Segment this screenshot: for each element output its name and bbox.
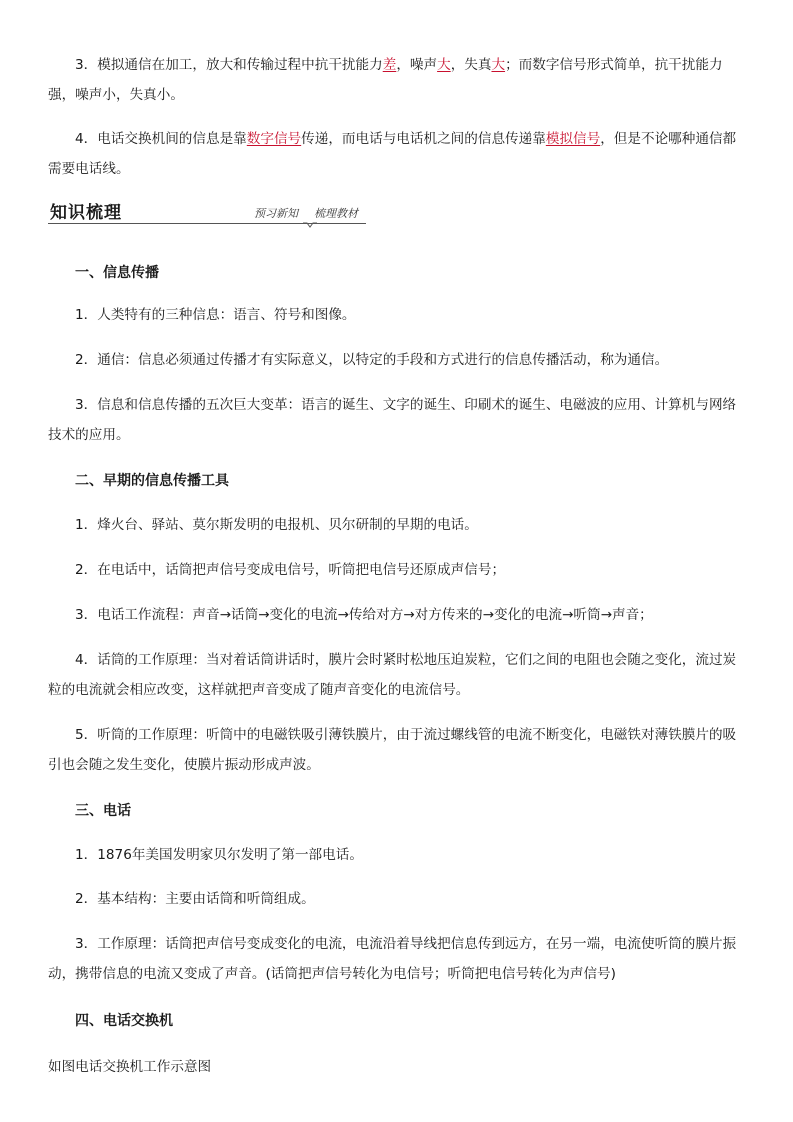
figure-caption: 如图电话交换机工作示意图 — [48, 1059, 212, 1075]
list-item: 2．通信：信息必须通过传播才有实际意义，以特定的手段和方式进行的信息传播活动，称为通信。 — [75, 352, 669, 368]
banner-subtitle-review: 梳理教材 — [314, 207, 358, 220]
list-item: 2．在电话中，话筒把声信号变成电信号，听筒把电信号还原成声信号； — [75, 562, 506, 578]
answer-blank: 数字信号 — [246, 131, 302, 147]
section-heading: 三、电话 — [75, 803, 131, 819]
list-item: 2．基本结构：主要由话筒和听筒组成。 — [75, 891, 315, 907]
list-item: 1．1876年美国发明家贝尔发明了第一部电话。 — [75, 847, 363, 863]
answer-blank: 差 — [382, 57, 397, 73]
section-heading: 一、信息传播 — [75, 265, 159, 281]
list-item: 1．烽火台、驿站、莫尔斯发明的电报机、贝尔研制的早期的电话。 — [75, 517, 478, 533]
section-heading: 四、电话交换机 — [75, 1013, 173, 1029]
paragraph-exchange-signals: 4．电话交换机间的信息是靠数字信号传递，而电话与电话机之间的信息传递靠模拟信号，但是不论哪种通信都需要电话线。 — [48, 131, 737, 177]
list-item: 3．信息和信息传播的五次巨大变革：语言的诞生、文字的诞生、印刷术的诞生、电磁波的应用、计算机与网络技术的应用。 — [48, 397, 737, 443]
banner-title: 知识梳理 — [50, 203, 122, 223]
banner-subtitle-preview: 预习新知 — [254, 207, 298, 220]
answer-blank: 大 — [491, 57, 506, 73]
list-item: 3．电话工作流程：声音→话筒→变化的电流→传给对方→对方传来的→变化的电流→听筒→声音； — [75, 607, 653, 623]
section-heading: 二、早期的信息传播工具 — [75, 473, 229, 489]
list-item: 3．工作原理：话筒把声信号变成变化的电流，电流沿着导线把信息传到远方，在另一端，电流使听筒的膜片振动，携带信息的电流又变成了声音。(话筒把声信号转化为电信号；听筒把电信号转化为声信号) — [48, 936, 737, 982]
banner-divider — [48, 223, 366, 224]
paragraph-analog-vs-digital: 3．模拟通信在加工，放大和传输过程中抗干扰能力差，噪声大，失真大；而数字信号形式简单，抗干扰能力强，噪声小，失真小。 — [48, 57, 723, 103]
section-banner — [48, 196, 368, 230]
list-item: 4．话筒的工作原理：当对着话筒讲话时，膜片会时紧时松地压迫炭粒，它们之间的电阻也会随之变化，流过炭粒的电流就会相应改变，这样就把声音变成了随声音变化的电流信号。 — [48, 652, 737, 698]
list-item: 5．听筒的工作原理：听筒中的电磁铁吸引薄铁膜片，由于流过螺线管的电流不断变化，电磁铁对薄铁膜片的吸引也会随之发生变化，使膜片振动形成声波。 — [48, 727, 737, 773]
answer-blank: 大 — [437, 57, 451, 73]
list-item: 1．人类特有的三种信息：语言、符号和图像。 — [75, 307, 356, 323]
answer-blank: 模拟信号 — [545, 131, 601, 147]
